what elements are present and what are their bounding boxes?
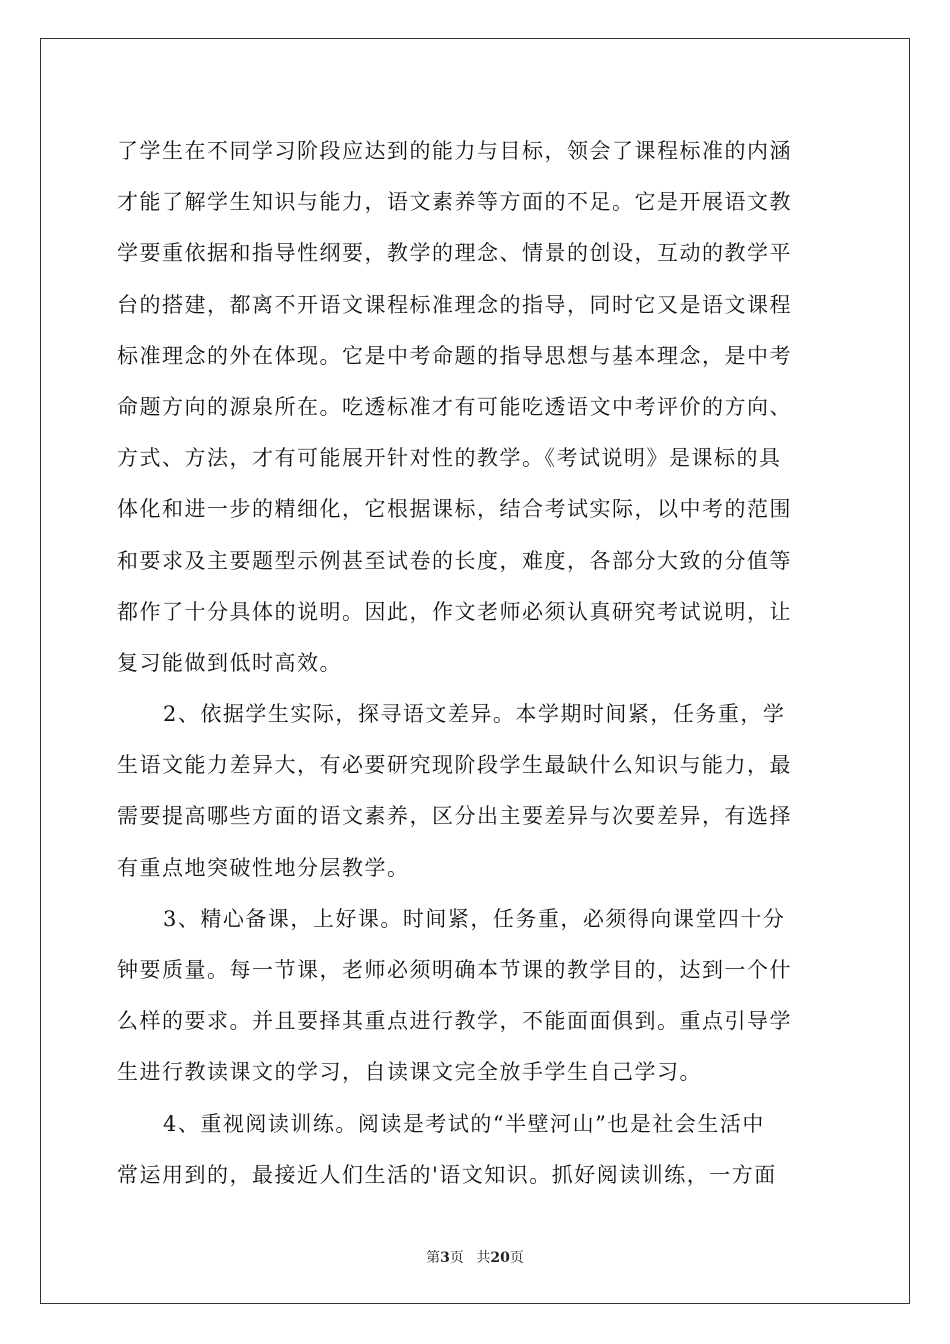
page-prefix: 第 (426, 1250, 441, 1266)
text-line: 了学生在不同学习阶段应达到的能力与目标，领会了课程标准的内涵 (117, 139, 792, 163)
text-line: 命题方向的源泉所在。吃透标准才有可能吃透语文中考评价的方向、 (117, 394, 792, 419)
text-line: 台的搭建，都离不开语文课程标准理念的指导，同时它又是语文课程 (117, 292, 792, 317)
text-line: 学要重依据和指导性纲要，教学的理念、情景的创设，互动的教学平 (117, 241, 792, 266)
text-line: 生进行教读课文的学习，自读课文完全放手学生自己学习。 (117, 1060, 702, 1085)
text-line: 复习能做到低时高效。 (117, 650, 342, 675)
text-line: 都作了十分具体的说明。因此，作文老师必须认真研究考试说明，让 (117, 599, 792, 624)
total-pages: 20 (490, 1250, 510, 1266)
total-suffix: 页 (509, 1250, 524, 1266)
text-line: 4、重视阅读训练。阅读是考试的“半壁河山”也是社会生活中 (163, 1111, 765, 1136)
page-suffix: 页 (449, 1250, 464, 1266)
text-line: 3、精心备课，上好课。时间紧，任务重，必须得向课堂四十分 (163, 906, 786, 931)
total-prefix: 共 (476, 1250, 491, 1266)
page-number: 3 (440, 1250, 450, 1266)
text-line: 需要提高哪些方面的语文素养，区分出主要差异与次要差异，有选择 (117, 804, 792, 829)
document-body (117, 126, 833, 1201)
text-line: 才能了解学生知识与能力，语文素养等方面的不足。它是开展语文教 (117, 190, 792, 215)
page-indicator (426, 1250, 464, 1266)
text-line: 有重点地突破性地分层教学。 (117, 855, 410, 880)
text-line: 标准理念的外在体现。它是中考命题的指导思想与基本理念，是中考 (117, 343, 792, 368)
text-line: 么样的要求。并且要择其重点进行教学，不能面面俱到。重点引导学 (117, 1009, 792, 1034)
text-line: 2、依据学生实际，探寻语文差异。本学期时间紧，任务重，学 (163, 702, 786, 727)
text-line: 生语文能力差异大，有必要研究现阶段学生最缺什么知识与能力，最 (117, 753, 792, 778)
text-line: 和要求及主要题型示例甚至试卷的长度，难度，各部分大致的分值等 (117, 548, 792, 573)
page-footer (0, 1247, 950, 1267)
text-line: 体化和进一步的精细化，它根据课标，结合考试实际，以中考的范围 (117, 497, 792, 522)
text-line: 常运用到的，最接近人们生活的'语文知识。抓好阅读训练，一方面 (117, 1162, 777, 1187)
total-indicator (476, 1250, 523, 1266)
text-line: 钟要质量。每一节课，老师必须明确本节课的教学目的，达到一个什 (117, 958, 792, 982)
text-line: 方式、方法，才有可能展开针对性的教学。《考试说明》是课标的具 (117, 446, 782, 471)
